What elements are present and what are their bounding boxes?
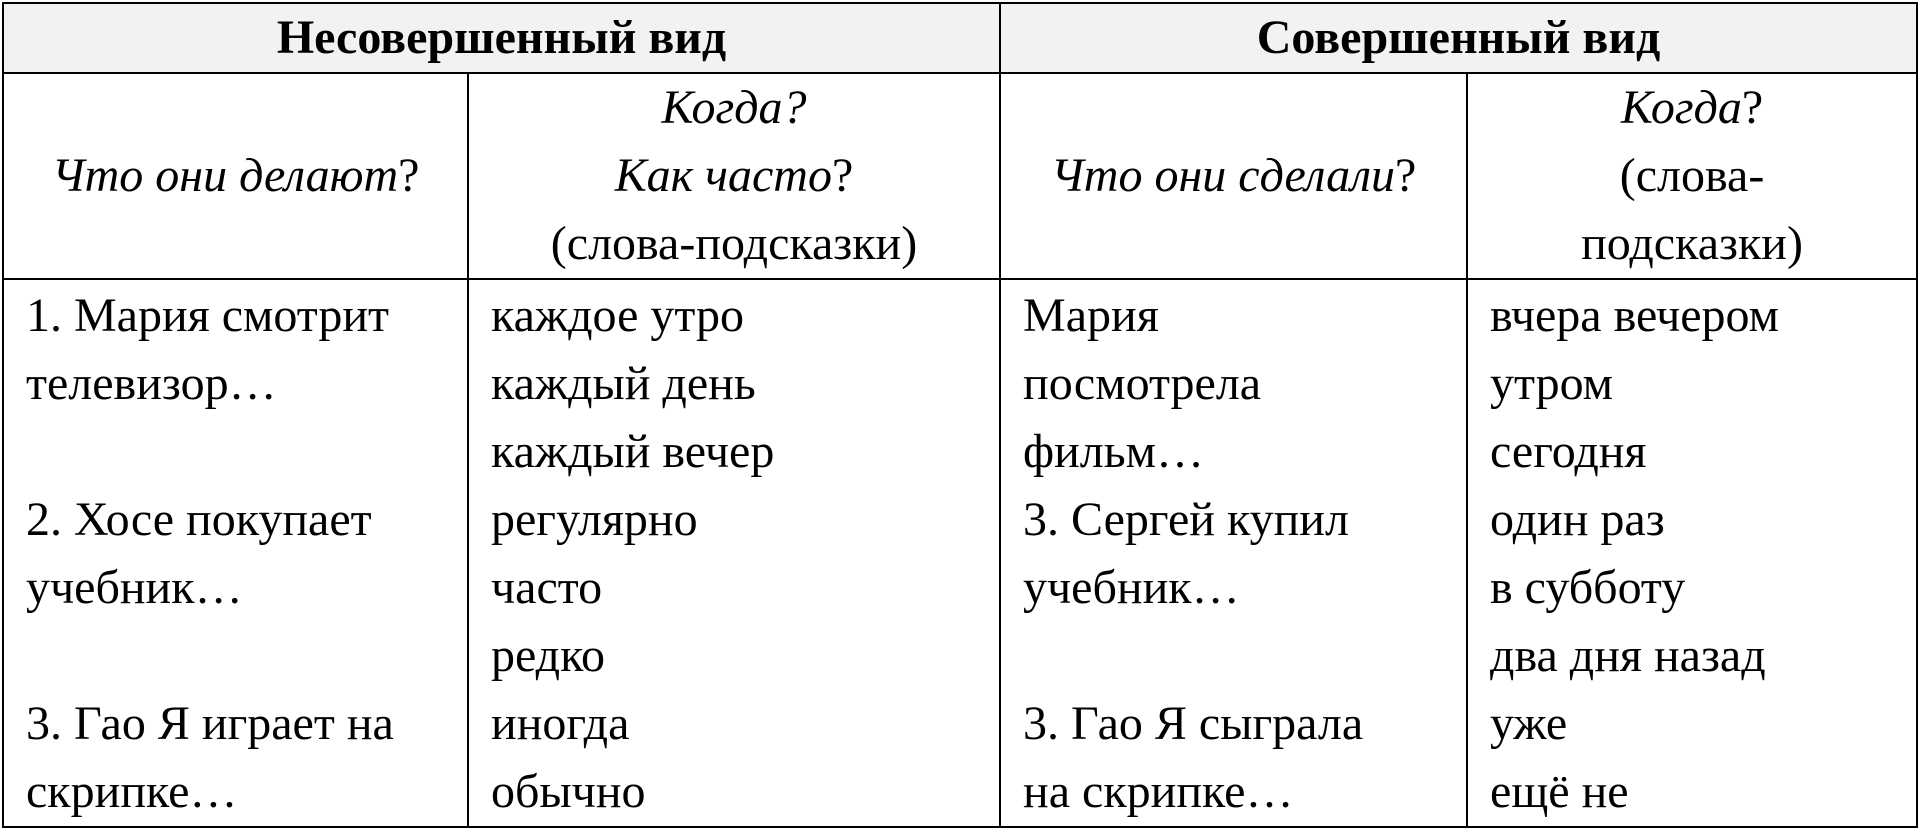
hint-word: обычно [491,765,646,818]
question-italic-text: Как часто [614,149,832,202]
question-when-line: Когда? [661,81,807,134]
hint-word: каждое утро [491,289,744,342]
sentence-line: фильм… [1023,425,1205,478]
sentence-line: скрипке… [26,765,238,818]
perfective-sentences-cell [1000,279,1467,827]
question-mark: ? [831,149,854,202]
question-imperfective-when [468,73,1000,279]
imperfective-hint-words-cell [468,279,1000,827]
sentence-line: телевизор… [26,357,277,410]
question-imperfective-what [3,73,468,279]
content-row [3,279,1917,827]
question-perfective-when [1467,73,1917,279]
sentence-line: 1. Мария смотрит [26,289,390,342]
hint-words-label: (слова-подсказки) [550,217,918,270]
imperfective-sentences-cell [3,279,468,827]
hint-word: каждый вечер [491,425,775,478]
hint-word: редко [491,629,605,682]
sentence-line: посмотрела [1023,357,1262,410]
question-italic-text: Что они делают [51,149,399,202]
sentence-line: 3. Гао Я сыграла [1023,697,1364,750]
question-mark: ? [1741,81,1764,134]
hint-word: ещё не [1490,765,1629,818]
sentence-line: Мария [1023,289,1159,342]
hint-word: один раз [1490,493,1665,546]
question-when-line [1468,74,1916,142]
sentence-line: учебник… [1023,561,1240,614]
question-perfective-what [1000,73,1467,279]
hint-word: регулярно [491,493,698,546]
question-line [1001,142,1466,210]
sentence-line [26,418,467,486]
question-italic-text: Когда [1620,81,1742,134]
hint-word: сегодня [1490,425,1647,478]
hint-word: уже [1490,697,1568,750]
hint-words-label: (слова- [1619,149,1765,202]
sentence-line: 3. Сергей купил [1023,493,1349,546]
hint-word: часто [491,561,603,614]
hint-word: два дня назад [1490,629,1766,682]
header-row [3,3,1917,73]
verb-aspect-table [2,2,1918,828]
hint-word: каждый день [491,357,756,410]
sentence-line: 3. Гао Я играет на [26,697,394,750]
question-line [4,142,467,210]
question-how-often-line [469,142,999,210]
sentence-line: учебник… [26,561,243,614]
sentence-line: 2. Хосе покупает [26,493,372,546]
question-mark: ? [1395,149,1417,202]
question-row [3,73,1917,279]
question-mark: ? [398,149,420,202]
hint-word: иногда [491,697,630,750]
header-imperfective: Несовершенный вид [3,3,1000,73]
sentence-line [1023,622,1466,690]
perfective-hint-words-cell [1467,279,1917,827]
hint-words-label-cont: подсказки) [1581,217,1803,270]
hint-word: вчера вечером [1490,289,1779,342]
header-perfective: Совершенный вид [1000,3,1917,73]
sentence-line: на скрипке… [1023,765,1294,818]
question-italic-text: Что они сделали [1050,149,1395,202]
hint-word: утром [1490,357,1614,410]
sentence-line [26,622,467,690]
hint-word: в субботу [1490,561,1686,614]
